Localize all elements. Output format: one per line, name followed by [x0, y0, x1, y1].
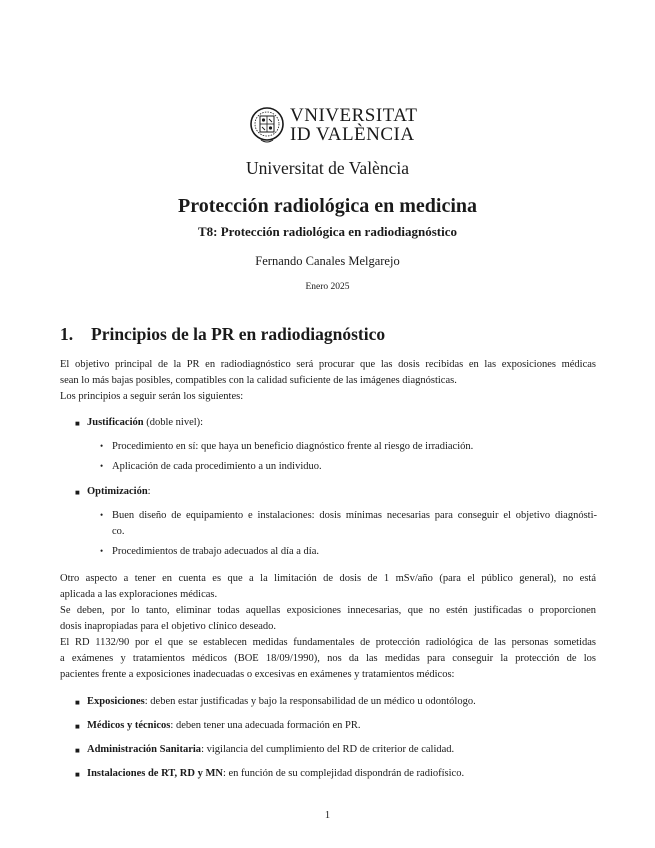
bullet-icon: ■	[75, 419, 80, 428]
author-name: Fernando Canales Melgarejo	[255, 254, 400, 268]
logo-line-1: VNIVERSITAT	[290, 105, 418, 126]
intro-line-3: Los principios a seguir serán los siguientes:	[60, 391, 244, 402]
page-number: 1	[324, 810, 331, 821]
measure-term: Administración Sanitaria	[87, 744, 202, 755]
list-item	[87, 416, 203, 429]
list-item	[87, 743, 454, 756]
sub-list-item: Buen diseño de equipamiento e instalaciones: dosis mínimas necesarias para conseguir el objetivo diagnósti-	[112, 510, 597, 521]
paragraph-line: a exámenes y tratamientos médicos (BOE 18/09/1990), nos da las medidas para conseguir la protección de los	[60, 653, 596, 664]
intro-line-1: El objetivo principal de la PR en radiodiagnóstico será procurar que las dosis recibidas en las exposiciones médicas	[60, 359, 596, 370]
sub-bullet-icon: •	[100, 441, 104, 451]
paragraph-line: pacientes frente a exposiciones inadecuadas o excesivas en exámenes y tratamientos médicos:	[60, 669, 455, 680]
document-date: Enero 2025	[305, 282, 350, 292]
measure-text: : vigilancia del cumplimiento del RD de criterior de calidad.	[201, 744, 455, 755]
institution-name: Universitat de València	[246, 158, 409, 178]
document-title: Protección radiológica en medicina	[177, 195, 478, 217]
sub-list-item-continuation: co.	[112, 526, 125, 537]
bullet-icon: ■	[75, 746, 80, 755]
sub-list-item: Procedimientos de trabajo adecuados al día a día.	[112, 546, 320, 557]
paragraph-line: El RD 1132/90 por el que se establecen medidas fundamentales de protección radiológica de las personas sometidas	[60, 637, 596, 648]
bullet-icon: ■	[75, 488, 80, 497]
intro-line-2: sean lo más bajas posibles, compatibles con la calidad suficiente de las imágenes diagnósticas.	[60, 375, 457, 386]
principle-term: Optimización	[87, 486, 148, 497]
bullet-icon: ■	[75, 770, 80, 779]
principle-text: :	[147, 486, 151, 497]
list-item	[87, 719, 361, 732]
section-heading	[60, 324, 385, 345]
measure-text: : deben tener una adecuada formación en PR.	[170, 720, 361, 731]
measure-term: Exposiciones	[87, 696, 145, 707]
measure-text: : deben estar justificadas y bajo la responsabilidad de un médico u odontólogo.	[144, 696, 476, 707]
measure-term: Médicos y técnicos	[87, 720, 171, 731]
list-item	[87, 767, 464, 780]
section-title: Principios de la PR en radiodiagnóstico	[91, 324, 386, 344]
principle-term: Justificación	[87, 417, 144, 428]
paragraph-line: Otro aspecto a tener en cuenta es que a la limitación de dosis de 1 mSv/año (para el público general), no está	[60, 573, 596, 584]
bullet-icon: ■	[75, 722, 80, 731]
measure-term: Instalaciones de RT, RD y MN	[87, 768, 223, 779]
paragraph-line: Se deben, por lo tanto, eliminar todas aquellas exposiciones innecesarias, que no estén justificadas o proporcionen	[60, 605, 596, 616]
sub-bullet-icon: •	[100, 546, 104, 556]
list-item	[87, 485, 151, 498]
list-item	[87, 695, 476, 708]
principle-text: (doble nivel):	[143, 417, 204, 428]
document-subtitle: T8: Protección radiológica en radiodiagnóstico	[197, 224, 458, 239]
university-seal-icon	[249, 104, 285, 146]
bullet-icon: ■	[75, 698, 80, 707]
sub-bullet-icon: •	[100, 510, 104, 520]
sub-list-item: Procedimiento en sí: que haya un beneficio diagnóstico frente al riesgo de irradiación.	[112, 441, 474, 452]
sub-list-item: Aplicación de cada procedimiento a un individuo.	[112, 461, 322, 472]
sub-bullet-icon: •	[100, 461, 104, 471]
paragraph-line: aplicada a las exploraciones médicas.	[60, 589, 218, 600]
paragraph-line: dosis inapropiadas para el objetivo clínico deseado.	[60, 621, 277, 632]
section-number: 1.	[60, 324, 74, 344]
measure-text: : en función de su complejidad dispondrán de radiofísico.	[222, 768, 465, 779]
logo-line-2: ID VALÈNCIA	[290, 124, 415, 145]
university-logo	[249, 104, 418, 146]
